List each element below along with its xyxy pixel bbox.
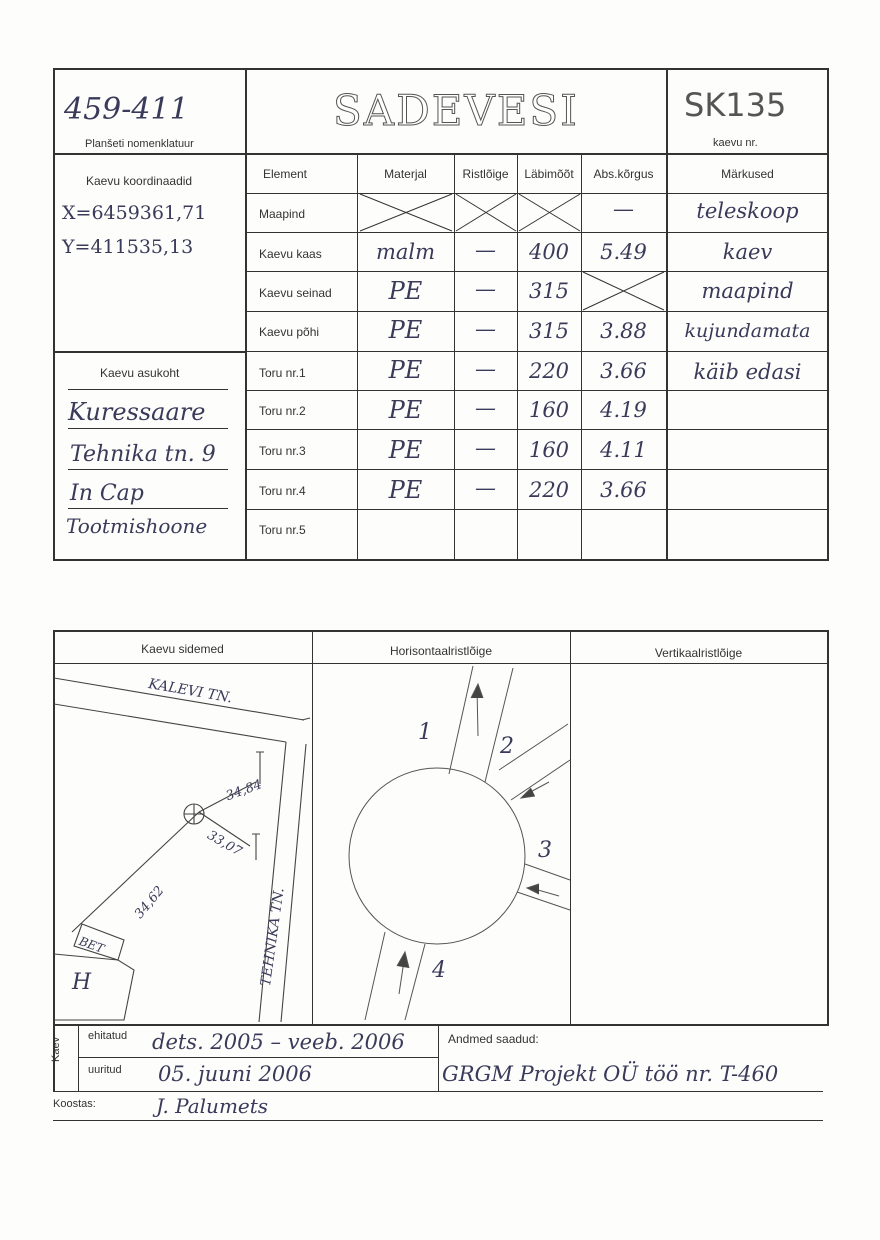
row-material: PE [388,436,423,464]
col-header-abs: Abs.kõrgus [593,167,654,181]
pipe-label-2: 2 [500,734,514,759]
well-number-label: kaevu nr. [713,137,758,149]
row-material: PE [388,396,423,424]
row-diameter: 160 [528,438,570,462]
well-number: SK135 [684,86,787,124]
row-diameter: 160 [528,398,570,422]
location-line-2: Tehnika tn. 9 [70,442,216,467]
row-section: — [475,357,496,381]
street-kalevi: KALEVI TN. [147,676,234,707]
data-label: Andmed saadud: [448,1032,539,1046]
location-line-3: In Cap [70,481,144,506]
row-abs: 3.66 [600,478,647,502]
row-diameter: 315 [528,279,570,303]
building-tag: BET [77,934,107,956]
row-element: Toru nr.5 [259,523,306,537]
row-element: Maapind [259,207,306,221]
col-header-section: Ristlõige [462,167,509,181]
row-element: Toru nr.3 [259,444,306,458]
row-element: Kaevu põhi [259,325,320,339]
row-material: PE [388,356,423,384]
vertical-label: Vertikaalristlõige [654,646,743,660]
pipe-label-1: 1 [418,720,432,745]
compiler-label: Koostas: [53,1098,96,1110]
nomenclature-value: 459-411 [64,92,189,127]
pipe-label-3: 3 [538,838,552,863]
row-material: PE [388,316,423,344]
location-label: Kaevu asukoht [100,366,180,380]
col-header-material: Materjal [384,167,427,181]
dim-3: 34,62 [132,883,168,922]
data-value: GRGM Projekt OÜ töö nr. T-460 [442,1062,779,1086]
row-section: — [475,436,496,460]
surveyed-label: uuritud [88,1064,122,1076]
row-abs: 3.88 [600,319,647,343]
row-element: Kaevu seinad [259,286,332,300]
row-abs: — [613,197,634,221]
row-abs: 3.66 [600,359,647,383]
row-abs: 4.11 [600,438,647,462]
surveyed-value: 05. juuni 2006 [158,1062,312,1086]
street-tehnika: TEHNIKA TN. [258,886,288,988]
row-material: PE [388,476,423,504]
coord-y: Y=411535,13 [62,236,194,258]
row-note: maapind [701,279,794,303]
row-diameter: 220 [528,359,570,383]
built-value: dets. 2005 – veeb. 2006 [152,1030,405,1054]
location-line-4: Tootmishoone [66,514,208,538]
row-abs: 5.49 [600,240,647,264]
dim-2: 33,07 [204,828,245,860]
built-label: ehitatud [88,1030,128,1042]
row-section: — [475,476,496,500]
row-diameter: 220 [528,478,570,502]
links-label: Kaevu sidemed [141,642,224,656]
row-abs: 4.19 [600,398,647,422]
dim-1: 34,84 [224,777,265,805]
row-diameter: 400 [528,240,570,264]
row-material: malm [375,240,436,264]
row-element: Kaevu kaas [259,247,322,261]
col-header-notes: Märkused [721,167,774,181]
row-section: — [475,238,496,262]
row-note: käib edasi [693,360,802,384]
row-note: teleskoop [696,199,799,223]
row-section: — [475,317,496,341]
horizontal-label: Horisontaalristlõige [389,644,493,658]
row-section: — [475,396,496,420]
row-element: Toru nr.4 [259,484,306,498]
pipe-label-4: 4 [432,958,446,983]
row-section: — [475,277,496,301]
coords-label: Kaevu koordinaadid [86,174,193,188]
well-side-label: Kaev [50,1036,62,1062]
location-line-1: Kuressaare [68,398,206,426]
compiler-value: J. Palumets [156,1094,269,1118]
col-header-element: Element [262,167,308,181]
building-letter: H [72,970,92,995]
row-material: PE [388,277,423,305]
row-element: Toru nr.2 [259,404,306,418]
coord-x: X=6459361,71 [62,202,207,224]
col-header-diameter: Läbimõõt [524,167,574,181]
page-title: SADEVESI [333,86,579,135]
row-note: kaev [722,240,773,264]
row-diameter: 315 [528,319,570,343]
row-element: Toru nr.1 [259,366,306,380]
row-note: kujundamata [684,320,811,342]
nomenclature-label: Planšeti nomenklatuur [85,138,194,150]
